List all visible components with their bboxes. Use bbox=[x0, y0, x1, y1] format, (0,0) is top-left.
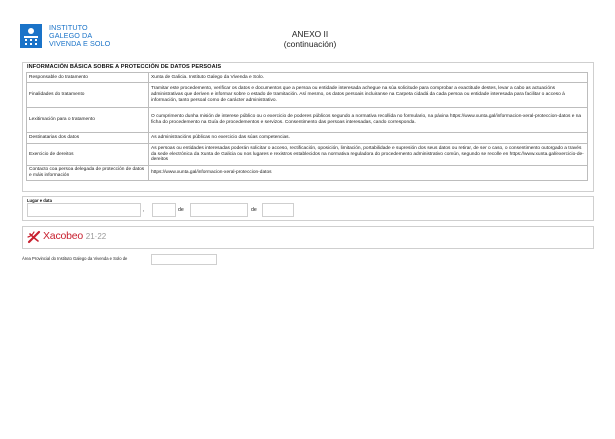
annex-title bbox=[250, 29, 370, 49]
month-field[interactable] bbox=[190, 203, 248, 217]
data-protection-table bbox=[26, 72, 588, 181]
row-label: Lexitimación para o tratamento bbox=[27, 108, 149, 133]
day-field[interactable] bbox=[152, 203, 176, 217]
row-value: https://www.xunta.gal/informacion-xeral-proteccion-datos bbox=[149, 166, 588, 181]
xunta-emblem-icon bbox=[20, 24, 42, 48]
xacobeo-name: Xacobeo bbox=[43, 230, 84, 242]
table-row bbox=[27, 83, 588, 108]
place-field[interactable] bbox=[27, 203, 141, 217]
comma-separator: , bbox=[143, 207, 145, 213]
section-heading: INFORMACIÓN BÁSICA SOBRE A PROTECCIÓN DE DATOS PERSOAIS bbox=[27, 64, 222, 70]
row-label: Exercicio de dereitos bbox=[27, 144, 149, 166]
table-row bbox=[27, 144, 588, 166]
xacobeo-years: 21·22 bbox=[85, 232, 107, 241]
xacobeo-logo-text bbox=[43, 230, 106, 243]
table-row bbox=[27, 133, 588, 144]
org-logo-text bbox=[49, 24, 110, 48]
table-row bbox=[27, 108, 588, 133]
org-line: VIVENDA E SOLO bbox=[49, 39, 111, 48]
org-line: GALEGO DA bbox=[49, 31, 93, 40]
row-label: Destinatarias dos datos bbox=[27, 133, 149, 144]
place-date-label: Lugar e data bbox=[27, 198, 52, 203]
row-value: As persoas ou entidades interesadas poderán solicitar o acceso, rectificación, oposición, limitación, portabilidade e supresión dos seus datos ou retirar, de ser o caso, o consentimento outorgado a través da sede electrónica da Xunta de Galicia ou nos lugares e rexistros establecidos na normativa reguladora do procedemento administrativo común, segundo se recolle en https://www.xunta.gal/exercicio-de-dereitos bbox=[149, 144, 588, 166]
de-separator: de bbox=[251, 207, 257, 213]
area-label: Área Provincial do Instituto Galego da Vivenda e Solo de bbox=[22, 256, 128, 261]
row-label: Finalidades do tratamento bbox=[27, 83, 149, 108]
row-label: Contacto coa persoa delegada de protección de datos e máis información bbox=[27, 166, 149, 181]
row-value: As administracións públicas no exercicio das súas competencias. bbox=[149, 133, 588, 144]
area-field[interactable] bbox=[151, 254, 217, 265]
xacobeo-logo-icon bbox=[27, 230, 41, 244]
row-value: Xunta de Galicia. Instituto Galego da Vivenda e Solo. bbox=[149, 73, 588, 83]
xacobeo-section bbox=[22, 226, 594, 249]
row-value: O cumprimento dunha misión de interese público ou o exercicio de poderes públicos segundo a normativa recollida no formulario, na páxina https://www.xunta.gal/informacion-xeral-proteccion-datos e na ficha do procedemento na Guía de procedementos e servizos. Consentimento das persoas interesadas, cando corresponda. bbox=[149, 108, 588, 133]
row-value: Tramitar este procedemento, verificar os datos e documentos que a persoa ou entidade interesada achegue na súa solicitude para comprobar a exactitude destes, levar a cabo as actuacións administrativas que deriven e informar sobre o estado de tramitación. Así mesmo, os datos persoais incluiranse na Carpeta cidadá da cada persoa ou entidade interesada para facilitar o acceso á información, tanto persoal como de carácter administrativo. bbox=[149, 83, 588, 108]
year-field[interactable] bbox=[262, 203, 294, 217]
table-row bbox=[27, 166, 588, 181]
annex-heading: ANEXO II bbox=[291, 29, 329, 39]
annex-subtitle: (continuación) bbox=[283, 39, 337, 49]
org-line: INSTITUTO bbox=[49, 23, 88, 32]
table-row bbox=[27, 73, 588, 83]
de-separator: de bbox=[178, 207, 184, 213]
row-label: Responsable do tratamento bbox=[27, 73, 149, 83]
